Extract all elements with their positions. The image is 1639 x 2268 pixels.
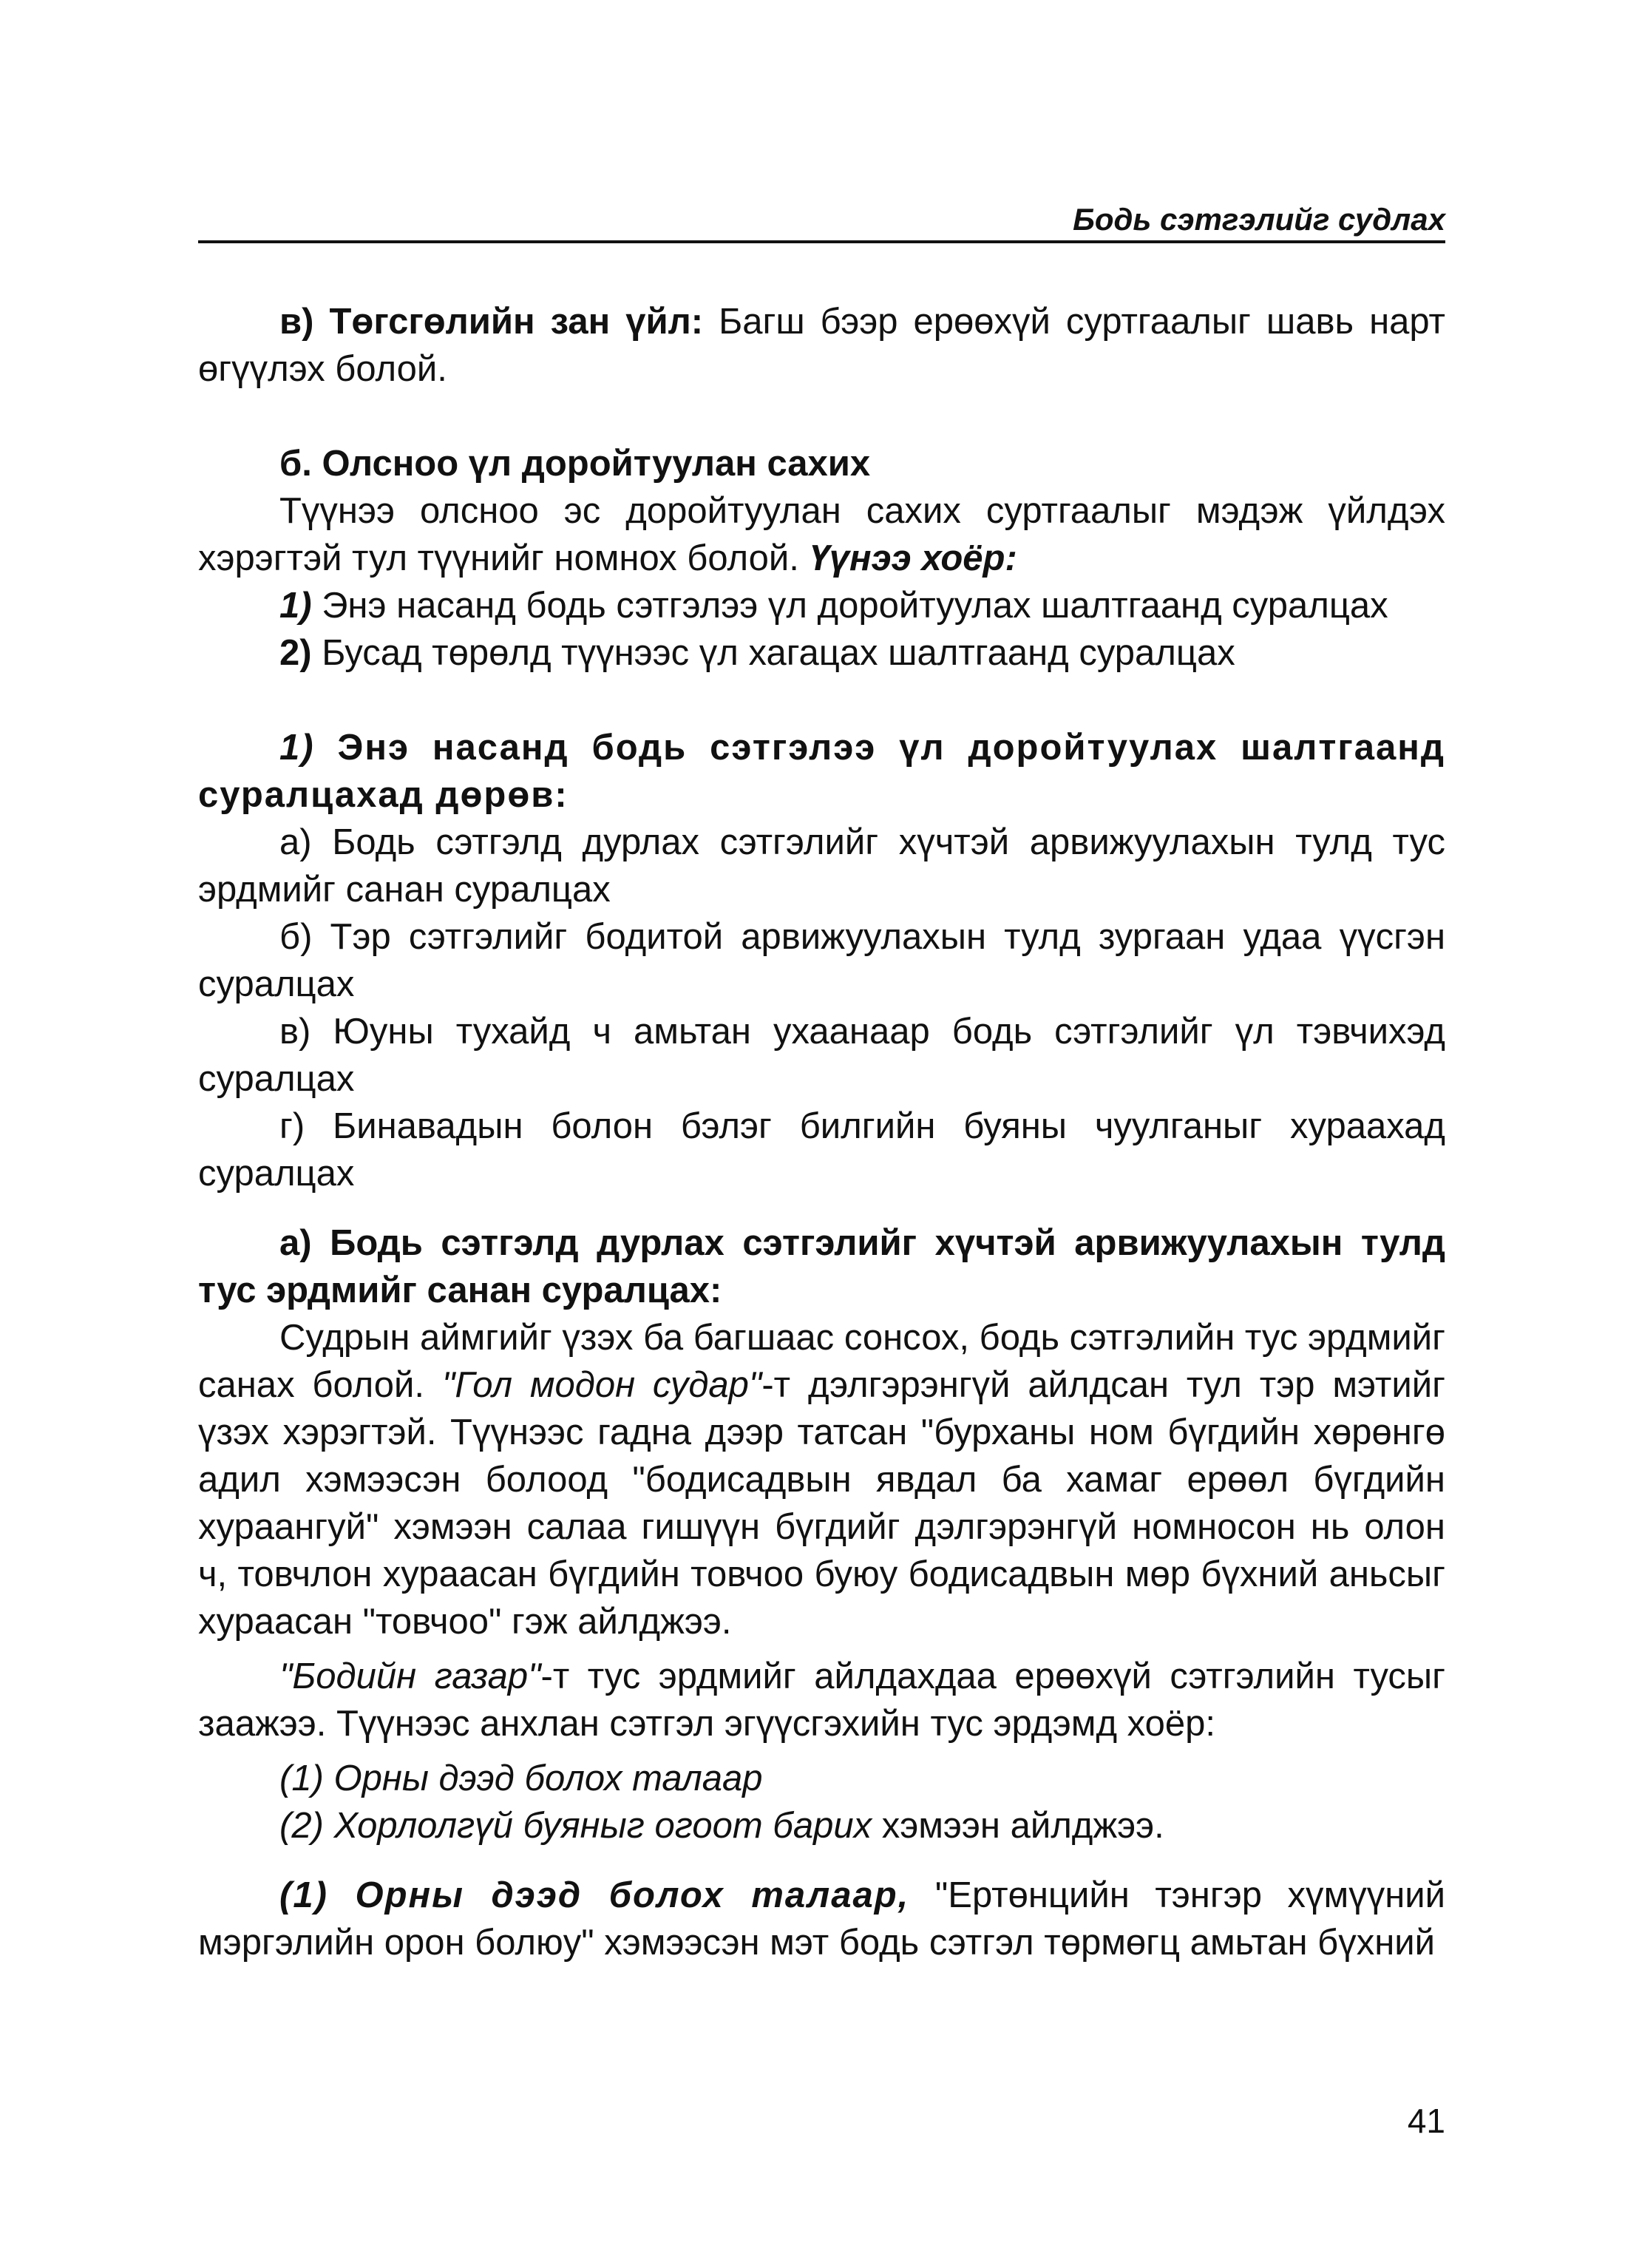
list-item — [198, 629, 1445, 677]
list-text-tail: хэмээн айлджээ. — [872, 1806, 1164, 1846]
heading-text: б. Олсноо үл доройтуулан сахих — [279, 444, 871, 484]
list-text: (2) Хорлолгүй буяныг огоот барих — [279, 1806, 872, 1846]
list-item — [198, 582, 1445, 629]
heading-text: а) Бодь сэтгэлд дурлах сэтгэлийг хүчтэй арвижуулахын тулд тус эрдмийг санан суралцах: — [198, 1223, 1445, 1310]
paragraph — [198, 487, 1445, 582]
paragraph-lead: (1) Орны дээд болох талаар, — [279, 1875, 910, 1915]
paragraph — [198, 1653, 1445, 1747]
list-number: 2) — [279, 633, 312, 673]
body-text — [198, 298, 1445, 1966]
running-header: Бодь сэтгэлийг судлах — [1073, 202, 1445, 237]
page-number: 41 — [1407, 2102, 1445, 2140]
paragraph-ending-ritual — [198, 298, 1445, 393]
paragraph-text: Багш бээр ерөөхүй суртгаалыг шавь нарт өгүүлэх болой. — [198, 302, 1445, 389]
list-item: а) Бодь сэтгэлд дурлах сэтгэлийг хүчтэй арвижуулахын тулд тус эрдмийг санан суралцах — [198, 822, 1445, 910]
list-number: 1) — [279, 586, 312, 626]
paragraph-text: -т дэлгэрэнгүй айлдсан тул тэр мэтийг үзэх хэрэгтэй. Түүнээс гадна дээр татсан "бурханы ном бүгдийн хөрөнгө адил хэмээсэн болоод "бодисадвын явдал ба хамаг ерөөл бүгдийн хураангуй" хэмээн салаа гишүүн бүгдийг дэлгэрэнгүй номносон нь олон ч, товчлон хураасан бүгдийн товчоо буюу бодисадвын мөр бүхний аньсыг хураасан "товчоо" гэж айлджээ. — [198, 1365, 1445, 1642]
paragraph-lead: в) Төгсгөлийн зан үйл: — [279, 302, 704, 342]
paragraph — [198, 1872, 1445, 1966]
citation-title: "Гол модон судар" — [441, 1365, 762, 1405]
list-text: (1) Орны дээд болох талаар — [279, 1758, 763, 1798]
heading-text: Энэ насанд бодь сэтгэлээ үл доройтуулах шалтгаанд суралцахад дөрөв: — [198, 728, 1445, 815]
paragraph-text: -т тус эрдмийг айлдахдаа ерөөхүй сэтгэлийн тусыг заажээ. Түүнээс анхлан сэтгэл эгүүсгэхийн тус эрдэмд хоёр: — [198, 1656, 1445, 1744]
header-rule — [198, 240, 1445, 243]
emphasis-text: Үүнээ хоёр: — [809, 538, 1017, 578]
paragraph-text: Түүнээ олсноо эс доройтуулан сахих суртгаалыг мэдэж үйлдэх хэрэгтэй тул түүнийг номнох болой. — [198, 491, 1445, 578]
heading-number: 1) — [279, 728, 315, 768]
section-heading — [198, 440, 1445, 487]
list-text: Бусад төрөлд түүнээс үл хагацах шалтгаанд суралцах — [311, 633, 1235, 673]
paragraph-text: "Ертөнцийн тэнгэр хүмүүний мэргэлийн орон болюу" хэмээсэн мэт бодь сэтгэл төрмөгц амьтан бүхний — [198, 1875, 1446, 1963]
list-item: в) Юуны тухайд ч амьтан ухаанаар бодь сэтгэлийг үл тэвчихэд суралцах — [198, 1012, 1445, 1099]
list-item: г) Бинавадын болон бэлэг билгийн буяны чуулганыг хураахад суралцах — [198, 1106, 1445, 1194]
subsection-heading — [198, 724, 1445, 819]
paragraph — [198, 1314, 1445, 1645]
list-item — [198, 1802, 1445, 1849]
list-item: б) Тэр сэтгэлийг бодитой арвижуулахын тулд зургаан удаа үүсгэн суралцах — [198, 917, 1445, 1004]
list-item — [198, 1755, 1445, 1802]
subsection-heading — [198, 1219, 1445, 1314]
paragraph-text: Судрын аймгийг үзэх ба багшаас сонсох, бодь сэтгэлийн тус эрдмийг санах болой. — [198, 1318, 1445, 1405]
list-text: Энэ насанд бодь сэтгэлээ үл доройтуулах шалтгаанд суралцах — [311, 586, 1388, 626]
citation-title: "Бодийн газар" — [279, 1656, 541, 1696]
